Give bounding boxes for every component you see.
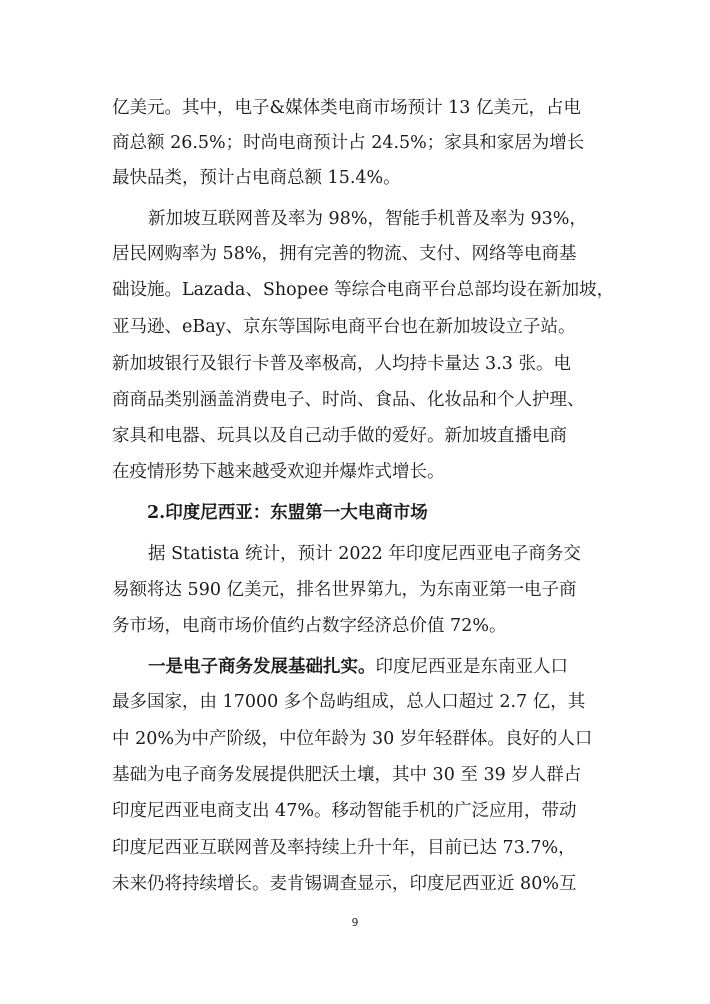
paragraph-line: 未来仍将持续增长。麦肯锡调查显示，印度尼西亚近 80%互	[112, 874, 577, 894]
paragraph-line: 最多国家，由 17000 多个岛屿组成，总人口超过 2.7 亿，其	[112, 692, 586, 712]
paragraph-line: 居民网购率为 58%，拥有完善的物流、支付、网络等电商基	[112, 244, 577, 264]
paragraph-line: 础设施。Lazada、Shopee 等综合电商平台总部均设在新加坡，	[112, 280, 615, 300]
paragraph-line: 印度尼西亚电商支出 47%。移动智能手机的广泛应用，带动	[112, 801, 577, 821]
paragraph-line: 最快品类，预计占电商总额 15.4%。	[112, 168, 401, 188]
paragraph-line: 基础为电子商务发展提供肥沃土壤，其中 30 至 39 岁人群占	[112, 765, 582, 785]
paragraph-line: 务市场，电商市场价值约占数字经济总价值 72%。	[112, 616, 507, 636]
paragraph-line: 易额将达 590 亿美元，排名世界第九，为东南亚第一电子商	[112, 580, 577, 600]
paragraph-text: 印度尼西亚是东南亚人口	[375, 657, 568, 677]
section-heading: 2.印度尼西亚：东盟第一大电商市场	[147, 503, 428, 523]
paragraph-line: 亚马逊、eBay、京东等国际电商平台也在新加坡设立子站。	[112, 317, 576, 337]
paragraph-line: 在疫情形势下越来越受欢迎并爆炸式增长。	[112, 462, 445, 482]
paragraph-line: 新加坡互联网普及率为 98%，智能手机普及率为 93%，	[148, 209, 587, 229]
page-number: 9	[351, 916, 359, 929]
paragraph-line: 亿美元。其中，电子&媒体类电商市场预计 13 亿美元，占电	[112, 98, 581, 118]
paragraph-line: 商商品类别涵盖消费电子、时尚、食品、化妆品和个人护理、	[112, 390, 585, 410]
paragraph-line: 中 20%为中产阶级，中位年龄为 30 岁年轻群体。良好的人口	[112, 729, 593, 749]
paragraph-line: 据 Statista 统计，预计 2022 年印度尼西亚电子商务交	[148, 544, 581, 564]
paragraph-line: 新加坡银行及银行卡普及率极高，人均持卡量达 3.3 张。电	[112, 354, 571, 374]
bold-lead-text: 一是电子商务发展基础扎实。	[148, 657, 376, 677]
paragraph-first-line	[148, 655, 568, 681]
paragraph-line: 家具和电器、玩具以及自己动手做的爱好。新加坡直播电商	[112, 426, 567, 446]
paragraph-line: 印度尼西亚互联网普及率持续上升十年，目前已达 73.7%，	[112, 838, 576, 858]
paragraph-line: 商总额 26.5%；时尚电商预计占 24.5%；家具和家居为增长	[112, 133, 585, 153]
